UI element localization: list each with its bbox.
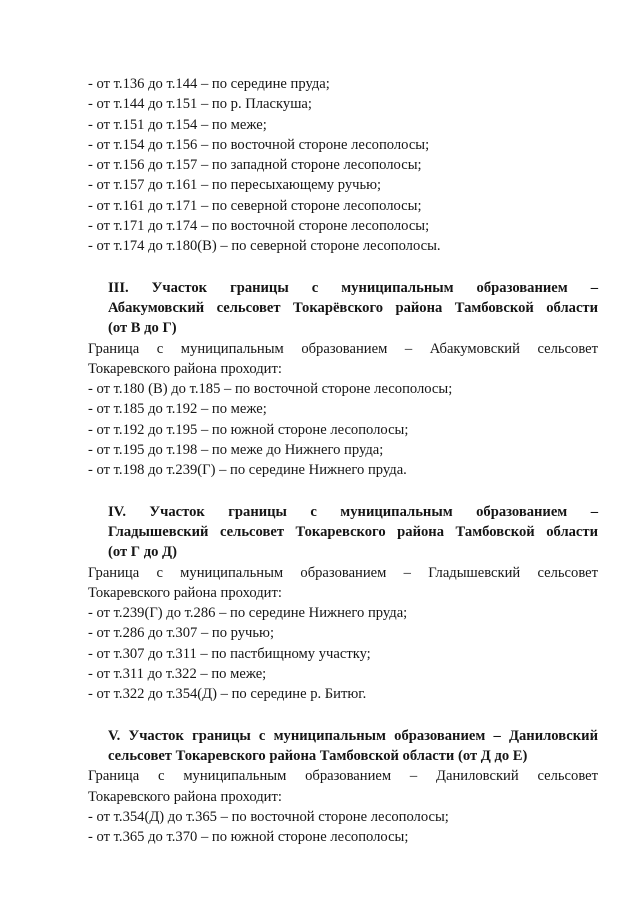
top-boundary-list — [88, 74, 598, 257]
list-item: - от т.185 до т.192 – по меже; — [88, 401, 267, 418]
section-list — [88, 603, 598, 704]
section-heading — [88, 502, 598, 563]
list-item: - от т.161 до т.171 – по северной стороне лесополосы; — [88, 197, 422, 214]
list-item: - от т.286 до т.307 – по ручью; — [88, 625, 274, 642]
heading-line: III. Участок границы с муниципальным образованием – — [108, 279, 598, 296]
heading-line: IV. Участок границы с муниципальным образованием – — [108, 503, 598, 520]
section-iv — [88, 502, 598, 705]
list-item: - от т.144 до т.151 – по р. Пласкуша; — [88, 96, 312, 113]
section-iii — [88, 278, 598, 481]
list-item: - от т.311 до т.322 – по меже; — [88, 666, 267, 683]
list-item: - от т.322 до т.354(Д) – по середине р. Битюг. — [88, 686, 367, 703]
heading-line: сельсовет Токаревского района Тамбовской области (от Д до Е) — [108, 747, 528, 764]
list-item: - от т.192 до т.195 – по южной стороне лесополосы; — [88, 421, 409, 438]
list-item: - от т.157 до т.161 – по пересыхающему ручью; — [88, 177, 382, 194]
list-item: - от т.151 до т.154 – по меже; — [88, 116, 267, 133]
heading-line: Гладышевский сельсовет Токаревского района Тамбовской области — [108, 523, 598, 540]
section-heading — [88, 726, 598, 767]
list-item: - от т.171 до т.174 – по восточной стороне лесополосы; — [88, 218, 430, 235]
list-item: - от т.180 (В) до т.185 – по восточной стороне лесополосы; — [88, 381, 453, 398]
intro-line: Токаревского района проходит: — [88, 584, 282, 601]
section-intro — [88, 339, 598, 380]
heading-line: V. Участок границы с муниципальным образованием – Даниловский — [108, 727, 598, 744]
intro-line: Токаревского района проходит: — [88, 360, 282, 377]
intro-line: Граница с муниципальным образованием – Даниловский сельсовет — [88, 768, 598, 785]
heading-line: Абакумовский сельсовет Токарёвского района Тамбовской области — [108, 299, 598, 316]
section-v — [88, 726, 598, 848]
list-item: - от т.154 до т.156 – по восточной стороне лесополосы; — [88, 136, 430, 153]
section-list — [88, 379, 598, 480]
section-intro — [88, 766, 598, 807]
section-intro — [88, 563, 598, 604]
intro-line: Граница с муниципальным образованием – Гладышевский сельсовет — [88, 564, 598, 581]
heading-line: (от Г до Д) — [108, 544, 177, 561]
list-item: - от т.198 до т.239(Г) – по середине Нижнего пруда. — [88, 462, 407, 479]
list-item: - от т.365 до т.370 – по южной стороне лесополосы; — [88, 829, 409, 846]
list-item: - от т.307 до т.311 – по пастбищному участку; — [88, 645, 371, 662]
list-item: - от т.136 до т.144 – по середине пруда; — [88, 76, 330, 92]
list-item: - от т.156 до т.157 – по западной стороне лесополосы; — [88, 157, 422, 174]
list-item: - от т.239(Г) до т.286 – по середине Нижнего пруда; — [88, 605, 408, 622]
intro-line: Граница с муниципальным образованием – Абакумовский сельсовет — [88, 340, 598, 357]
intro-line: Токаревского района проходит: — [88, 788, 282, 805]
heading-line: (от В до Г) — [108, 320, 177, 337]
section-heading — [88, 278, 598, 339]
section-list — [88, 807, 598, 848]
list-item: - от т.174 до т.180(В) – по северной стороне лесополосы. — [88, 238, 441, 255]
document-body — [88, 74, 598, 847]
list-item: - от т.195 до т.198 – по меже до Нижнего пруда; — [88, 442, 384, 459]
list-item: - от т.354(Д) до т.365 – по восточной стороне лесополосы; — [88, 808, 449, 825]
